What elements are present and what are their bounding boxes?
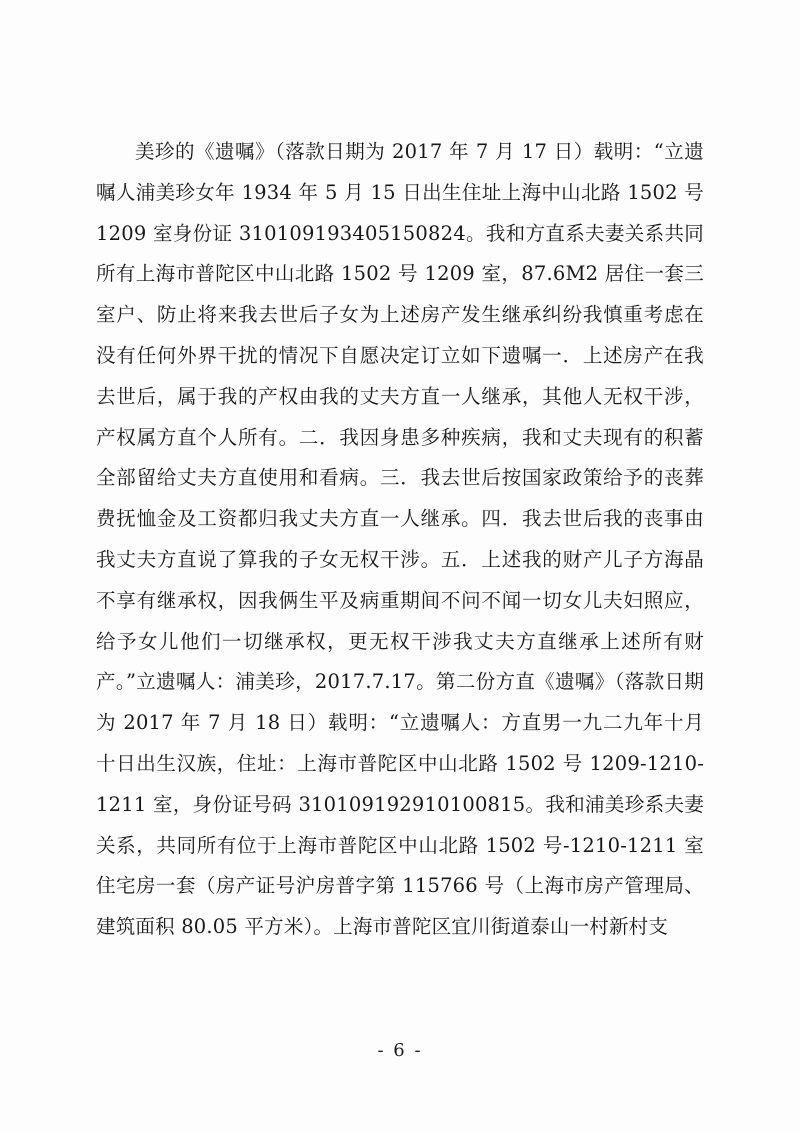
page-body-text-block	[96, 132, 704, 948]
page-footer	[0, 1040, 800, 1061]
body-paragraph: 美珍的《遗嘱》（落款日期为 2017 年 7 月 17 日）载明：“立遗嘱人浦美珍女年 1934 年 5 月 15 日出生住址上海中山北路 1502 号 1209 室身份证 310109193405150824。我和方直系夫妻关系共同所有上海市普陀区中山北路 1502 号 1209 室，87.6M2 居住一套三室户、防止将来我去世后子女为上述房产发生继承纠纷我慎重考虑在没有任何外界干扰的情况下自愿决定订立如下遗嘱一．上述房产在我去世后，属于我的产权由我的丈夫方直一人继承，其他人无权干涉，产权属方直个人所有。二．我因身患多种疾病，我和丈夫现有的积蓄全部留给丈夫方直使用和看病。三．我去世后按国家政策给予的丧葬费抚恤金及工资都归我丈夫方直一人继承。四．我去世后我的丧事由我丈夫方直说了算我的子女无权干涉。五．上述我的财产儿子方海晶不享有继承权，因我俩生平及病重期间不问不闻一切女儿夫妇照应，给予女儿他们一切继承权，更无权干涉我丈夫方直继承上述所有财产。”立遗嘱人：浦美珍，2017.7.17。第二份方直《遗嘱》（落款日期为 2017 年 7 月 18 日）载明：“立遗嘱人：方直男一九二九年十月十日出生汉族，住址：上海市普陀区中山北路 1502 号 1209-1210-1211 室，身份证号码 310109192910100815。我和浦美珍系夫妻关系，共同所有位于上海市普陀区中山北路 1502 号-1210-1211 室住宅房一套（房产证号沪房普字第 115766 号（上海市房产管理局、建筑面积 80.05 平方米）。上海市普陀区宜川街道泰山一村新村支	[96, 140, 704, 939]
page-number: - 6 -	[377, 1040, 423, 1061]
